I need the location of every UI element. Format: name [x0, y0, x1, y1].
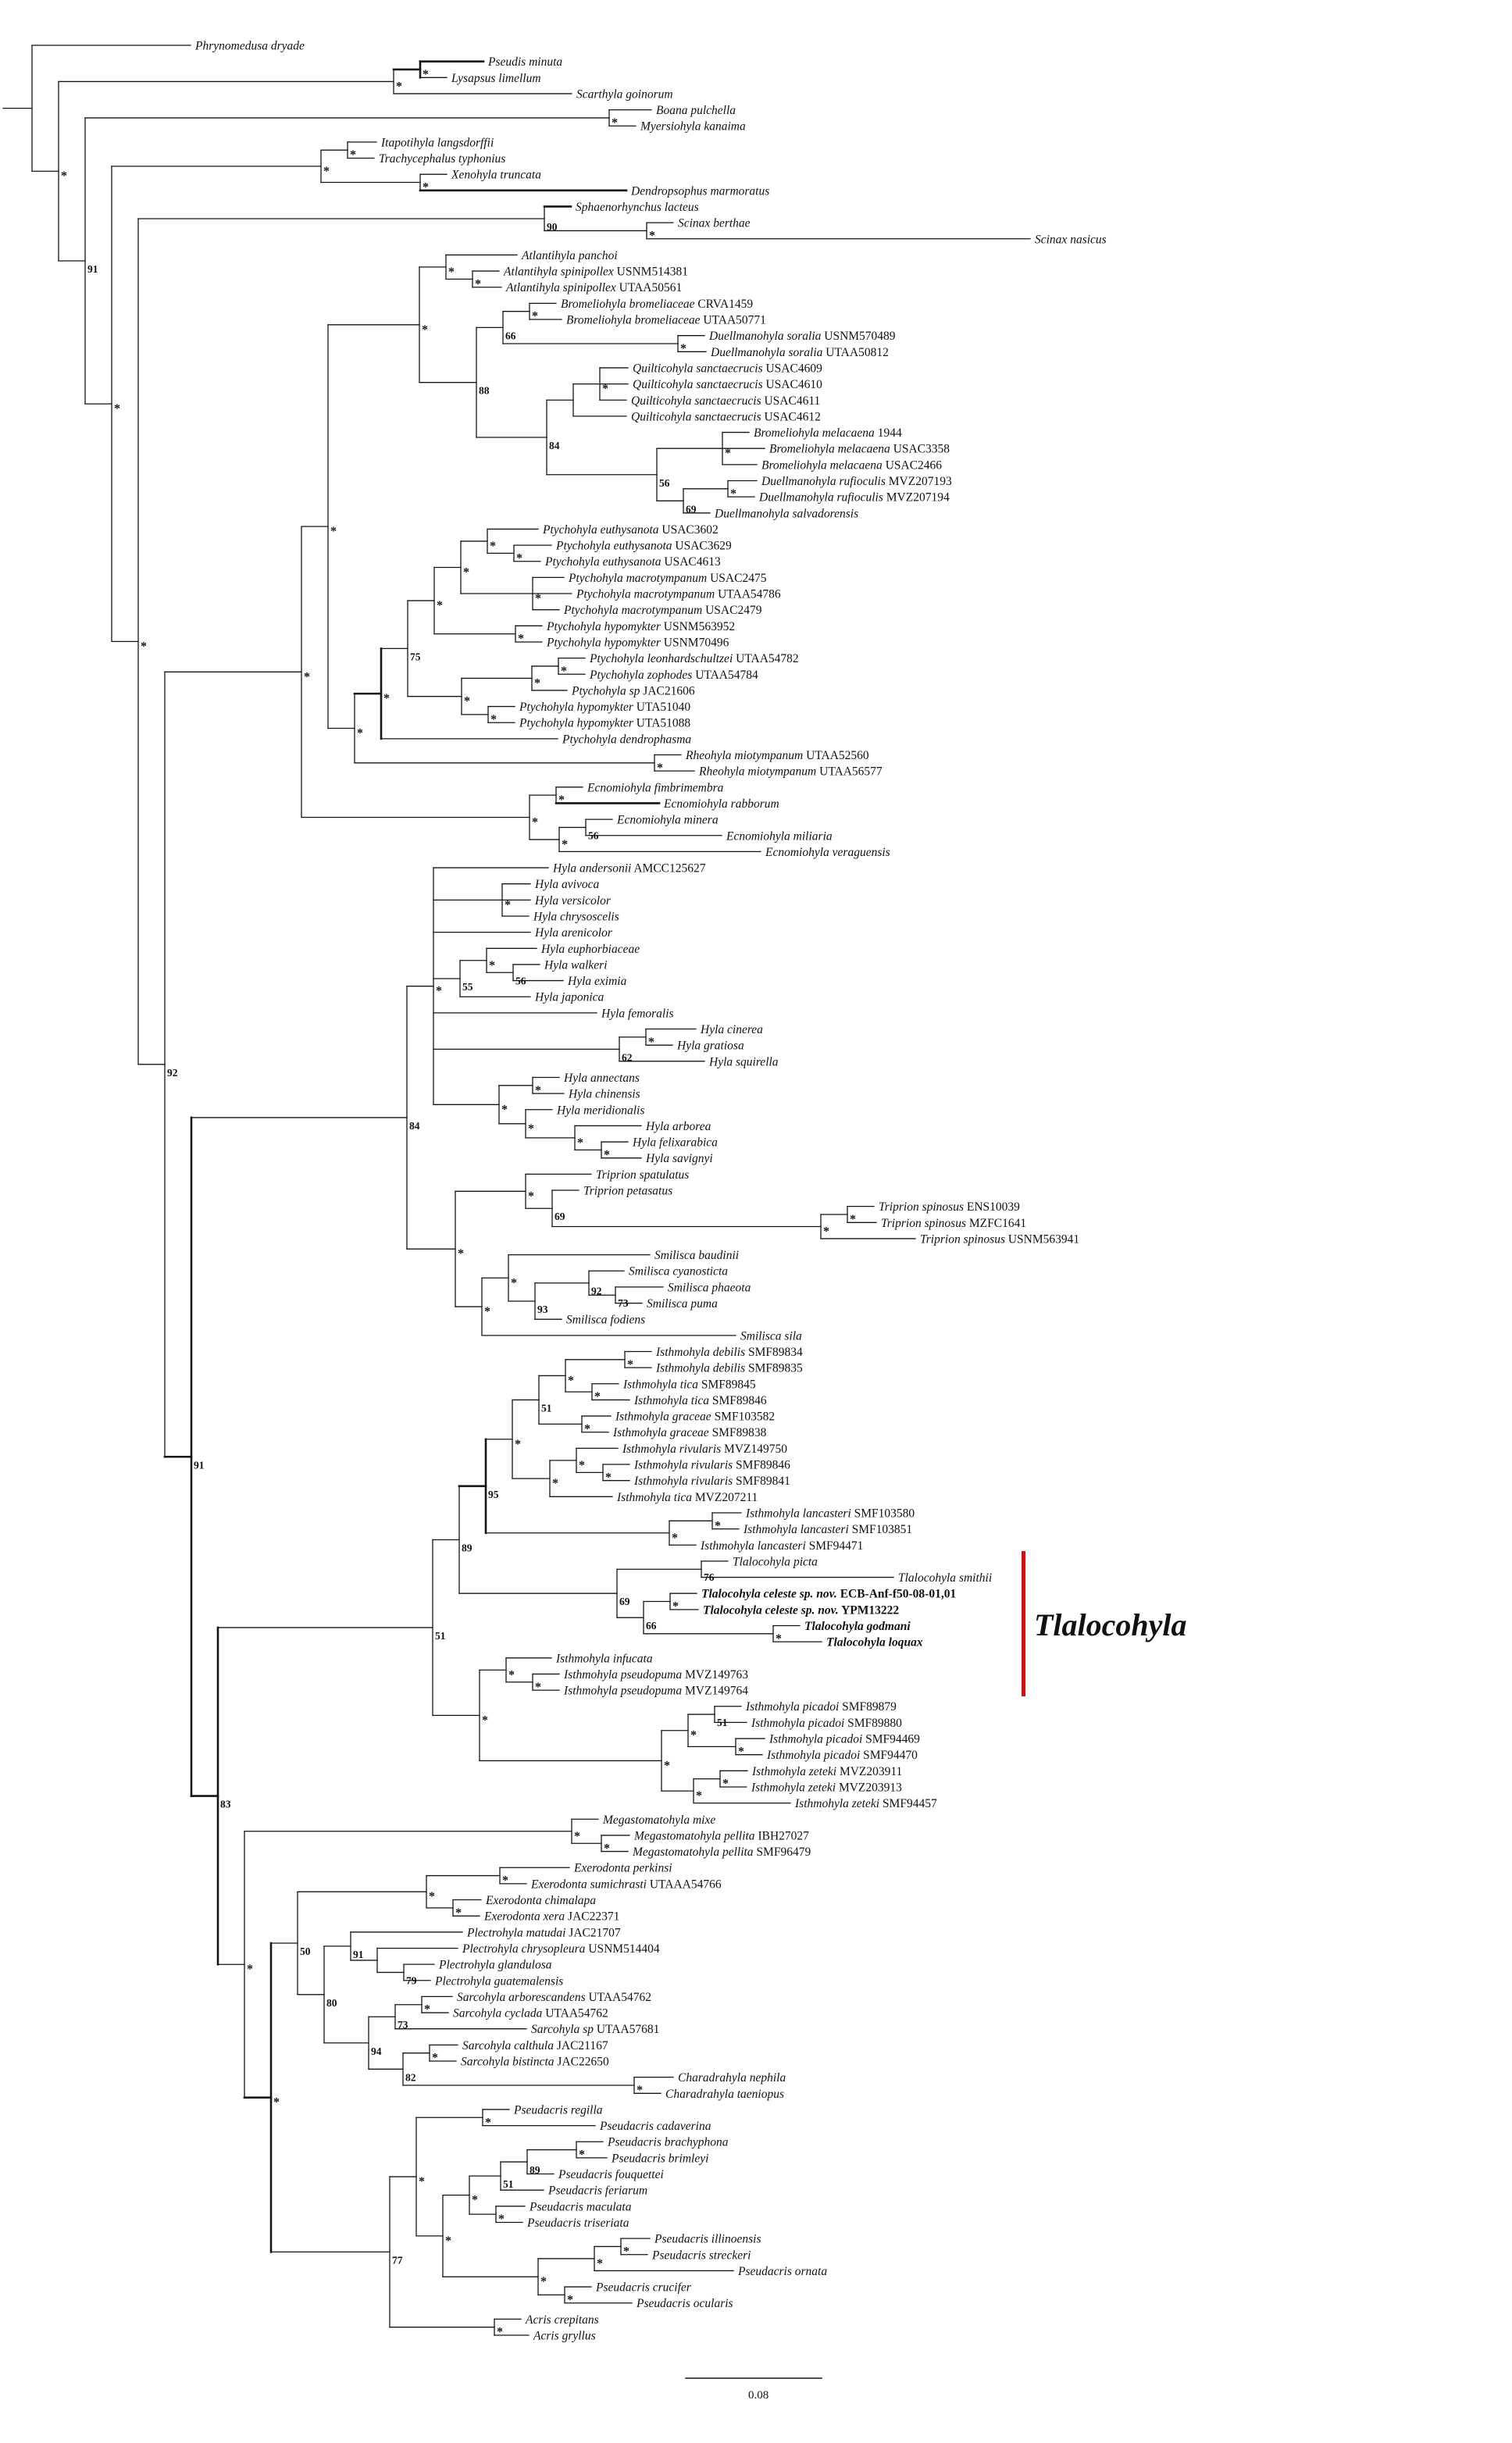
tip-label: Isthmohyla rivularis MVZ149750: [622, 1442, 787, 1456]
tip-label: Duellmanohyla soralia USNM570489: [709, 330, 896, 344]
tip-label: Isthmohyla infucata: [556, 1652, 653, 1666]
tip-label: Ptychohyla euthysanota USAC3629: [556, 539, 732, 553]
support-value: *: [490, 712, 497, 726]
tip-label: Lysapsus limellum: [451, 71, 541, 85]
tip-label: Bromeliohyla melacaena USAC2466: [761, 458, 943, 473]
tip-label: Hyla gratiosa: [677, 1039, 744, 1053]
support-value: *: [612, 116, 618, 130]
tip-label: Trachycephalus typhonius: [379, 152, 506, 166]
tip-label: Tlalocohyla celeste sp. nov. ECB-Anf-f50-08-01,01: [701, 1587, 957, 1601]
support-value: *: [518, 632, 524, 646]
support-value: *: [602, 382, 608, 396]
support-value: *: [273, 2095, 280, 2110]
tip-label: Tlalocohyla loquax: [826, 1635, 923, 1649]
tip-label: Sarcohyla cyclada UTAA54762: [453, 2006, 608, 2020]
support-value: *: [715, 1519, 721, 1533]
tip-label: Scinax nasicus: [1035, 233, 1107, 247]
support-value: *: [485, 2116, 491, 2130]
tip-label: Isthmohyla pseudopuma MVZ149764: [564, 1684, 748, 1698]
support-value: *: [604, 1148, 610, 1162]
tip-label: Sarcohyla calthula JAC21167: [462, 2038, 608, 2052]
tip-label: Rheohyla miotympanum UTAA56577: [699, 765, 883, 779]
clade-highlight-bar: [1022, 1551, 1025, 1696]
support-value: 89: [530, 2164, 540, 2177]
support-value: *: [604, 1842, 610, 1856]
support-value: *: [423, 67, 429, 81]
support-value: 56: [515, 975, 526, 987]
tip-label: Atlantihyla spinipollex USNM514381: [504, 265, 688, 279]
tip-label: Pseudis minuta: [488, 55, 563, 70]
tip-label: Exerodonta sumichrasti UTAAA54766: [531, 1878, 722, 1892]
support-value: 83: [220, 1798, 231, 1810]
support-value: 91: [87, 263, 98, 276]
support-value: 79: [406, 1974, 417, 1987]
tip-label: Plectrohyla chrysopleura USNM514404: [462, 1942, 660, 1956]
tip-label: Duellmanohyla salvadorensis: [715, 507, 859, 521]
tip-label: Pseudacris regilla: [514, 2103, 603, 2117]
support-value: *: [534, 676, 540, 690]
tip-label: Ptychohyla macrotympanum UTAA54786: [576, 587, 781, 601]
support-value: *: [424, 2003, 430, 2017]
tip-label: Smilisca cyanosticta: [629, 1264, 728, 1279]
support-value: 69: [555, 1211, 565, 1223]
support-value: 88: [479, 384, 490, 397]
tip-label: Sarcohyla sp UTAA57681: [531, 2023, 660, 2037]
support-value: *: [489, 958, 495, 972]
tip-label: Isthmohyla zeteki MVZ203913: [751, 1781, 902, 1795]
tip-label: Ptychohyla sp JAC21606: [572, 684, 695, 698]
support-value: 50: [300, 1945, 311, 1958]
tip-label: Exerodonta chimalapa: [486, 1894, 597, 1908]
tip-label: Smilisca baudinii: [654, 1249, 740, 1263]
support-value: 66: [505, 330, 516, 342]
tip-label: Tlalocohyla celeste sp. nov. YPM13222: [703, 1603, 900, 1617]
support-value: *: [823, 1225, 829, 1239]
tip-label: Ecnomiohyla miliaria: [726, 829, 833, 843]
support-value: 56: [659, 476, 670, 489]
tip-label: Hyla arborea: [646, 1119, 711, 1133]
tip-label: Smilisca fodiens: [566, 1313, 646, 1327]
support-value: *: [850, 1212, 856, 1226]
tip-label: Isthmohyla tica MVZ207211: [617, 1490, 758, 1504]
support-value: *: [61, 169, 67, 184]
support-value: *: [432, 2051, 438, 2065]
support-value: *: [423, 180, 429, 194]
support-value: 94: [371, 2045, 382, 2057]
tip-label: Duellmanohyla soralia UTAA50812: [711, 345, 889, 359]
tip-label: Ptychohyla hypomykter USNM70496: [547, 636, 729, 650]
tip-label: Quilticohyla sanctaecrucis USAC4612: [631, 410, 821, 424]
support-value: *: [648, 1035, 654, 1049]
support-value: *: [657, 761, 663, 775]
tip-label: Itapotihyla langsdorffii: [381, 136, 494, 150]
support-value: 84: [549, 440, 560, 452]
support-value: *: [475, 277, 481, 291]
support-value: 51: [435, 1629, 446, 1642]
support-value: *: [511, 1276, 517, 1290]
support-value: *: [396, 80, 402, 94]
scale-bar-label: 0.08: [748, 2389, 769, 2402]
tip-label: Isthmohyla picadoi SMF89879: [746, 1700, 897, 1714]
support-value: *: [498, 2213, 505, 2227]
support-value: *: [567, 2293, 573, 2307]
support-value: *: [568, 1374, 574, 1388]
tip-label: Dendropsophus marmoratus: [631, 184, 770, 198]
support-value: 92: [591, 1285, 602, 1297]
support-value: 95: [488, 1488, 499, 1500]
support-value: *: [484, 1305, 490, 1319]
support-value: 92: [167, 1066, 178, 1079]
tip-label: Pseudacris ocularis: [637, 2297, 733, 2311]
tip-label: Isthmohyla zeteki MVZ203911: [752, 1764, 903, 1778]
tip-label: Phrynomedusa dryade: [195, 39, 305, 53]
tip-label: Smilisca sila: [740, 1329, 802, 1343]
tip-label: Pseudacris brachyphona: [608, 2135, 729, 2149]
support-value: *: [579, 1458, 585, 1472]
support-value: *: [482, 1714, 488, 1728]
support-value: *: [323, 164, 330, 178]
tip-label: Pseudacris streckeri: [652, 2249, 751, 2263]
support-value: 69: [686, 503, 697, 515]
support-value: 91: [353, 1948, 364, 1960]
support-value: *: [445, 2234, 451, 2248]
tip-label: Pseudacris ornata: [738, 2264, 828, 2278]
support-value: *: [505, 898, 511, 912]
support-value: *: [574, 1829, 580, 1843]
tip-label: Isthmohyla graceae SMF103582: [615, 1410, 776, 1424]
support-value: *: [141, 640, 147, 654]
tip-label: Tlalocohyla godmani: [804, 1620, 911, 1634]
support-value: 84: [409, 1119, 420, 1132]
tip-label: Isthmohyla debilis SMF89834: [656, 1345, 803, 1359]
tip-label: Isthmohyla pseudopuma MVZ149763: [564, 1667, 748, 1682]
support-value: *: [730, 487, 736, 501]
tip-label: Acris crepitans: [526, 2313, 599, 2327]
tip-label: Ptychohyla macrotympanum USAC2479: [564, 604, 762, 618]
support-value: *: [680, 341, 686, 355]
support-value: 80: [326, 1996, 337, 2009]
tip-label: Exerodonta perkinsi: [574, 1861, 672, 1875]
support-value: *: [535, 1083, 541, 1097]
tip-label: Ptychohyla euthysanota USAC4613: [545, 555, 721, 569]
tip-label: Isthmohyla picadoi SMF94470: [767, 1749, 918, 1763]
support-value: *: [247, 1963, 253, 1977]
support-value: *: [535, 592, 541, 606]
tip-label: Hyla eximia: [568, 975, 627, 989]
tip-label: Xenohyla truncata: [451, 168, 541, 182]
tip-label: Triprion spatulatus: [596, 1168, 690, 1182]
support-value: *: [429, 1890, 435, 1904]
support-value: *: [448, 265, 455, 279]
support-value: *: [497, 2325, 503, 2339]
tip-label: Ecnomiohyla fimbrimembra: [587, 781, 724, 795]
support-value: *: [649, 229, 655, 243]
support-value: *: [436, 984, 442, 998]
tip-label: Ecnomiohyla minera: [617, 813, 719, 827]
support-value: *: [552, 1477, 558, 1491]
support-value: *: [532, 309, 538, 323]
tip-label: Rheohyla miotympanum UTAA52560: [686, 749, 869, 763]
tip-label: Duellmanohyla rufioculis MVZ207194: [759, 490, 950, 505]
tip-label: Triprion spinosus ENS10039: [879, 1200, 1020, 1214]
tip-label: Isthmohyla zeteki SMF94457: [795, 1797, 937, 1811]
support-value: *: [776, 1632, 782, 1646]
tip-label: Charadrahyla taeniopus: [665, 2087, 784, 2101]
tip-label: Isthmohyla lancasteri SMF103851: [744, 1523, 913, 1537]
tip-label: Bromeliohyla bromeliaceae UTAA50771: [566, 313, 766, 327]
tip-label: Quilticohyla sanctaecrucis USAC4611: [631, 394, 821, 408]
tip-label: Acris gryllus: [533, 2329, 596, 2343]
support-value: *: [490, 539, 496, 553]
tip-label: Ecnomiohyla veraguensis: [765, 845, 890, 859]
tip-label: Hyla squirella: [709, 1055, 779, 1069]
support-value: *: [623, 2245, 629, 2259]
tip-label: Boana pulchella: [656, 104, 736, 118]
tip-label: Isthmohyla picadoi SMF94469: [769, 1732, 920, 1746]
support-value: *: [464, 694, 470, 708]
tip-label: Tlalocohyla picta: [733, 1555, 818, 1569]
support-value: *: [558, 794, 565, 808]
support-value: 77: [392, 2254, 403, 2266]
tip-label: Triprion spinosus USNM563941: [920, 1232, 1080, 1246]
tip-label: Isthmohyla picadoi SMF89880: [751, 1716, 902, 1730]
support-value: 91: [194, 1459, 205, 1471]
tip-label: Quilticohyla sanctaecrucis USAC4609: [633, 362, 822, 376]
tip-label: Hyla avivoca: [535, 878, 600, 892]
tip-label: Hyla chrysoscelis: [533, 910, 619, 924]
tip-label: Pseudacris maculata: [530, 2200, 632, 2214]
tip-label: Isthmohyla debilis SMF89835: [656, 1361, 803, 1375]
tip-label: Isthmohyla rivularis SMF89846: [634, 1458, 790, 1472]
tip-label: Smilisca phaeota: [668, 1281, 751, 1295]
tip-label: Ecnomiohyla rabborum: [664, 797, 779, 811]
support-value: *: [722, 1777, 729, 1791]
tip-label: Atlantihyla panchoi: [522, 248, 618, 262]
tip-label: Pseudacris crucifer: [596, 2281, 691, 2295]
tip-label: Hyla versicolor: [535, 893, 611, 908]
support-value: 51: [541, 1402, 552, 1414]
tip-label: Pseudacris cadaverina: [600, 2120, 711, 2134]
support-value: *: [515, 1437, 521, 1451]
support-value: *: [627, 1357, 633, 1371]
support-value: *: [696, 1789, 702, 1803]
clade-name-label: Tlalocohyla: [1034, 1607, 1187, 1642]
tip-label: Ptychohyla macrotympanum USAC2475: [569, 571, 767, 585]
support-value: *: [605, 1471, 612, 1485]
tip-label: Triprion petasatus: [583, 1184, 673, 1198]
tip-label: Duellmanohyla rufioculis MVZ207193: [761, 474, 952, 488]
tip-label: Hyla meridionalis: [557, 1104, 645, 1118]
tip-label: Bromeliohyla melacaena 1944: [754, 426, 902, 440]
support-value: *: [501, 1103, 508, 1117]
support-value: *: [664, 1759, 670, 1773]
tip-label: Bromeliohyla bromeliaceae CRVA1459: [561, 297, 754, 311]
support-value: *: [637, 2083, 643, 2097]
support-value: *: [594, 1390, 601, 1404]
tip-label: Isthmohyla rivularis SMF89841: [634, 1475, 790, 1489]
tip-label: Plectrohyla guatemalensis: [435, 1974, 564, 1988]
support-value: *: [114, 402, 120, 416]
tip-label: Isthmohyla lancasteri SMF94471: [701, 1539, 864, 1553]
support-value: *: [577, 1136, 583, 1150]
support-value: 69: [619, 1596, 630, 1608]
support-value: 55: [462, 981, 473, 993]
support-value: *: [725, 447, 731, 461]
tip-label: Hyla walkeri: [544, 958, 608, 972]
tip-label: Bromeliohyla melacaena USAC3358: [769, 442, 950, 456]
support-value: *: [419, 2175, 425, 2189]
support-value: *: [532, 815, 538, 829]
support-value: 62: [622, 1051, 633, 1064]
tip-label: Exerodonta xera JAC22371: [484, 1910, 620, 1924]
support-value: *: [672, 1600, 679, 1614]
support-value: *: [508, 1668, 515, 1682]
support-value: *: [672, 1531, 678, 1545]
tip-label: Triprion spinosus MZFC1641: [881, 1216, 1027, 1230]
support-value: *: [562, 837, 568, 851]
tip-label: Hyla andersonii AMCC125627: [553, 861, 706, 876]
tip-label: Hyla femoralis: [601, 1007, 674, 1021]
support-value: *: [584, 1422, 590, 1436]
tip-label: Hyla savignyi: [646, 1152, 713, 1166]
tip-label: Quilticohyla sanctaecrucis USAC4610: [633, 378, 822, 392]
support-value: *: [738, 1745, 744, 1759]
support-value: 51: [717, 1717, 728, 1729]
tip-label: Pseudacris brimleyi: [612, 2152, 709, 2166]
support-value: *: [535, 1680, 541, 1694]
support-value: *: [528, 1189, 534, 1204]
tip-label: Scarthyla goinorum: [576, 87, 673, 102]
support-value: *: [540, 2275, 547, 2289]
support-value: *: [455, 1906, 462, 1920]
tip-label: Hyla japonica: [535, 990, 604, 1004]
support-value: 73: [398, 2019, 408, 2031]
tip-label: Smilisca puma: [647, 1297, 718, 1311]
support-value: 73: [618, 1297, 629, 1310]
support-value: *: [579, 2148, 585, 2162]
tip-label: Pseudacris fouquettei: [558, 2168, 664, 2182]
support-value: *: [330, 525, 337, 539]
support-value: *: [561, 664, 567, 678]
support-value: 56: [588, 829, 599, 842]
support-value: *: [383, 692, 390, 706]
tip-label: Hyla annectans: [564, 1071, 640, 1085]
support-value: 93: [537, 1303, 548, 1315]
support-value: *: [472, 2193, 478, 2207]
support-value: *: [528, 1122, 534, 1136]
tip-label: Hyla arenicolor: [535, 926, 612, 940]
tip-label: Scinax berthae: [678, 216, 751, 230]
support-value: *: [437, 599, 443, 613]
tip-label: Pseudacris feriarum: [548, 2184, 648, 2198]
support-value: *: [690, 1728, 697, 1742]
support-value: 82: [405, 2071, 416, 2084]
tip-label: Hyla euphorbiaceae: [541, 942, 640, 956]
support-value: *: [516, 551, 522, 565]
support-value: *: [350, 148, 356, 162]
support-value: *: [463, 565, 469, 580]
tip-label: Hyla felixarabica: [633, 1136, 718, 1150]
support-value: 51: [503, 2178, 514, 2191]
tip-label: Pseudacris illinoensis: [654, 2232, 761, 2246]
support-value: *: [357, 726, 363, 740]
support-value: *: [304, 670, 310, 684]
tip-label: Ptychohyla euthysanota USAC3602: [543, 522, 719, 537]
tip-label: Sarcohyla arborescandens UTAA54762: [457, 1990, 652, 2004]
support-value: *: [597, 2256, 603, 2270]
tip-label: Ptychohyla leonhardschultzei UTAA54782: [590, 652, 799, 666]
tip-label: Pseudacris triseriata: [527, 2216, 629, 2230]
tip-label: Ptychohyla hypomykter UTA51088: [519, 716, 691, 730]
tip-label: Isthmohyla graceae SMF89838: [613, 1426, 767, 1440]
tip-label: Sarcohyla bistincta JAC22650: [461, 2055, 609, 2069]
tip-label: Ptychohyla hypomykter UTA51040: [519, 701, 691, 715]
support-value: *: [502, 1874, 508, 1888]
tip-label: Hyla chinensis: [569, 1087, 640, 1101]
tip-label: Atlantihyla spinipollex UTAA50561: [506, 281, 683, 295]
tip-label: Ptychohyla hypomykter USNM563952: [547, 619, 736, 633]
support-value: 89: [462, 1542, 472, 1554]
tip-label: Ptychohyla zophodes UTAA54784: [590, 668, 758, 682]
tip-label: Isthmohyla tica SMF89845: [623, 1378, 756, 1392]
tip-label: Isthmohyla tica SMF89846: [634, 1393, 767, 1407]
support-value: 66: [646, 1620, 657, 1632]
tip-label: Ptychohyla dendrophasma: [562, 733, 692, 747]
support-value: *: [458, 1247, 464, 1261]
tip-label: Plectrohyla matudai JAC21707: [467, 1926, 621, 1940]
support-value: 90: [547, 220, 558, 233]
support-value: 75: [410, 651, 421, 663]
tip-label: Megastomatohyla pellita IBH27027: [634, 1829, 809, 1843]
tip-label: Hyla cinerea: [701, 1023, 763, 1037]
tip-label: Sphaenorhynchus lacteus: [576, 200, 699, 214]
tip-label: Megastomatohyla pellita SMF96479: [633, 1846, 811, 1860]
tip-label: Myersiohyla kanaima: [640, 119, 746, 134]
tip-label: Isthmohyla lancasteri SMF103580: [746, 1507, 915, 1521]
tip-label: Charadrahyla nephila: [678, 2071, 786, 2085]
support-value: 76: [704, 1571, 715, 1584]
tip-label: Megastomatohyla mixe: [603, 1813, 716, 1827]
tip-label: Plectrohyla glandulosa: [439, 1958, 552, 1972]
support-value: *: [422, 323, 428, 337]
tip-label: Tlalocohyla smithii: [898, 1571, 993, 1585]
